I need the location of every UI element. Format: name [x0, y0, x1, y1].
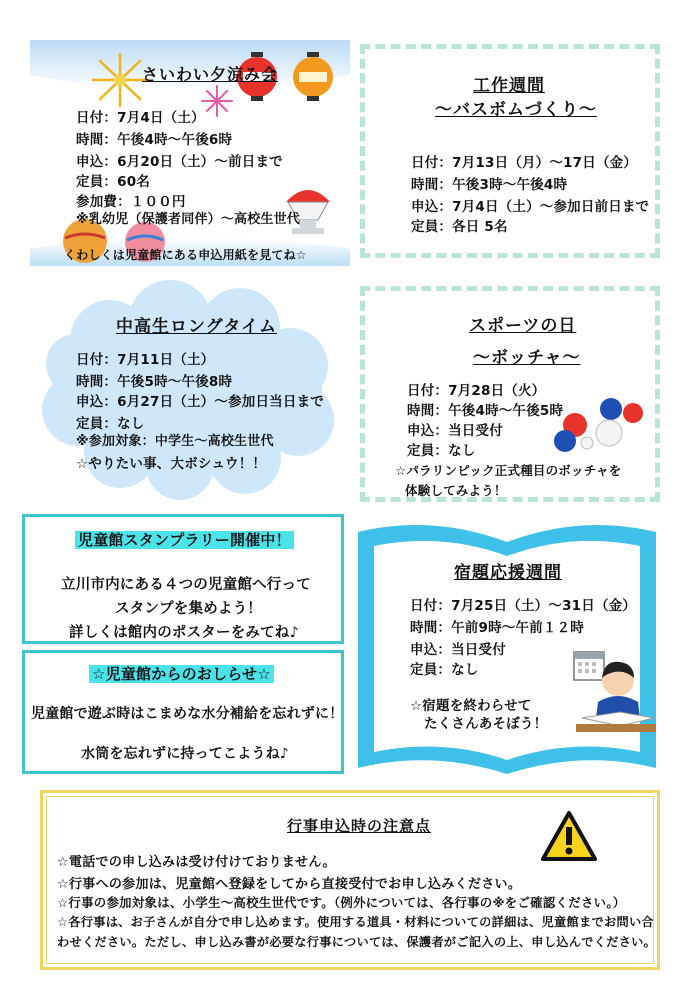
sports-note: ☆パラリンピック正式種目のボッチャを [395, 463, 622, 478]
craft-week-subtitle: ～バスボムづくり～ [435, 100, 597, 120]
craft-time: 時間：午後3時～午後4時 [411, 177, 568, 193]
hall-info-line-2: 水筒を忘れずに持ってこようね♪ [81, 746, 289, 762]
lantern-icon [290, 52, 336, 102]
sports-date: 日付：7月28日（火） [407, 383, 546, 399]
fireworks-icon [200, 84, 234, 118]
sports-time: 時間：午後4時～午後5時 [407, 403, 564, 419]
notice-panel [40, 790, 660, 970]
teen-time: 時間：午後5時～午後8時 [76, 374, 233, 390]
notice-line-3: ☆行事の参加対象は、小学生～高校生世代です。（例外については、各行事の※をご確認ください。） [57, 895, 626, 910]
craft-week-title: 工作週間 [473, 76, 545, 96]
homework-date: 日付：7月25日（土）～31日（金） [410, 598, 637, 614]
sports-day-panel [360, 286, 660, 502]
sports-day-title: スポーツの日 [469, 316, 577, 336]
summer-festival-panel [30, 40, 350, 266]
summer-note: ※乳幼児（保護者同伴）～高校生世代 [76, 212, 301, 227]
craft-week-panel [360, 44, 660, 258]
notice-line-5: わせください。ただし、申し込み書が必要な行事については、保護者がご記入の上、申し込んでください。 [57, 935, 657, 949]
sports-apply: 申込：当日受付 [407, 423, 503, 439]
studying-child-icon [576, 652, 656, 732]
homework-note: ☆宿題を終わらせて [410, 698, 532, 714]
teen-capacity: 定員：なし [76, 416, 145, 432]
sports-note-2: 体験してみよう！ [405, 483, 507, 498]
teen-apply: 申込：6月27日（土）～参加日当日まで [76, 394, 324, 410]
summer-time: 時間：午後4時～午後6時 [76, 132, 233, 148]
stamp-rally-line-2: スタンプを集めよう！ [115, 601, 262, 617]
teen-target: ※参加対象：中学生～高校生世代 [76, 434, 274, 449]
summer-fee: 参加費：１００円 [76, 194, 186, 210]
hall-info-title-text: ☆児童館からのおしらせ☆ [89, 665, 274, 683]
homework-note-2: たくさんあそぼう！ [424, 716, 548, 732]
summer-footer: くわしくは児童館にある申込用紙を見てね☆ [64, 248, 307, 262]
sports-day-subtitle: ～ボッチャ～ [473, 348, 581, 368]
sports-capacity: 定員：なし [407, 443, 476, 459]
hall-info-panel [22, 650, 344, 774]
teen-date: 日付：7月11日（土） [76, 352, 215, 368]
summer-date: 日付：7月4日（土） [76, 110, 205, 126]
stamp-rally-line-3: 詳しくは館内のポスターをみてね♪ [69, 625, 299, 641]
stamp-rally-panel [22, 514, 344, 644]
homework-time: 時間：午前9時～午前１２時 [410, 620, 584, 636]
craft-capacity: 定員：各日 5名 [411, 219, 508, 235]
homework-capacity: 定員：なし [410, 662, 479, 678]
notice-title: 行事申込時の注意点 [287, 817, 432, 835]
notice-line-4: ☆各行事は、お子さんが自分で申し込めます。使用する道具・材料についての詳細は、児童館までお問い合 [57, 915, 654, 929]
teen-note: ☆やりたい事、大ボシュウ！！ [76, 456, 267, 472]
homework-title: 宿題応援週間 [454, 563, 562, 583]
notice-line-2: ☆行事への参加は、児童館へ登録をしてから直接受付でお申し込みください。 [57, 877, 522, 892]
book-background [352, 518, 662, 778]
stamp-rally-line-1: 立川市内にある４つの児童館へ行って [61, 577, 311, 593]
notice-line-1: ☆電話での申し込みは受け付けておりません。 [57, 855, 336, 870]
craft-date: 日付：7月13日（月）～17日（金） [411, 155, 638, 171]
hall-info-line-1: 児童館で遊ぶ時はこまめな水分補給を忘れずに！ [31, 706, 344, 722]
teen-time-title: 中高生ロングタイム [116, 317, 277, 337]
warning-icon [539, 809, 599, 863]
summer-capacity: 定員：60名 [76, 174, 150, 190]
homework-apply: 申込：当日受付 [410, 642, 506, 658]
stamp-rally-title-text: 児童館スタンプラリー開催中！ [75, 531, 294, 549]
summer-festival-title: さいわい夕涼み会 [142, 65, 279, 84]
boccia-balls-icon [553, 395, 643, 455]
summer-apply: 申込：6月20日（土）～前日まで [76, 154, 283, 170]
hall-info-title [89, 663, 274, 684]
craft-apply: 申込：7月4日（土）～参加日前日まで [411, 199, 650, 215]
stamp-rally-title [75, 529, 294, 550]
